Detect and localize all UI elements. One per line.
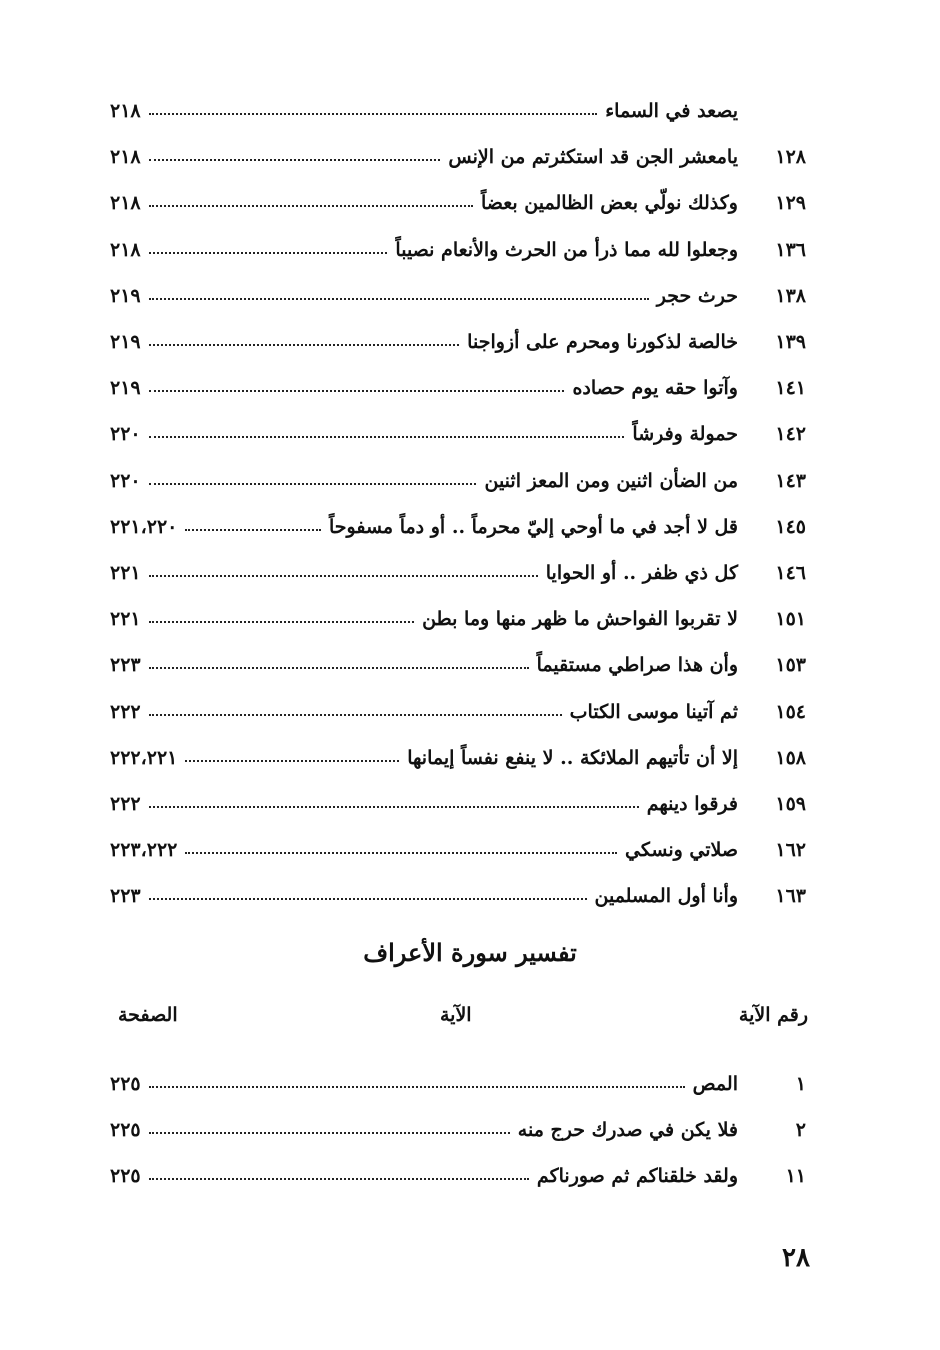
verse-number: ٢: [795, 1119, 806, 1141]
index-entry: [110, 775, 810, 815]
index-entry: [110, 683, 810, 723]
dot-leader: [185, 529, 321, 531]
page-reference: ٢٢٠: [110, 469, 141, 492]
dot-leader: [149, 898, 587, 900]
verse-text: وأنا أول المسلمين: [594, 885, 738, 908]
index-entry: [110, 590, 810, 630]
page-reference: ٢١٨: [110, 146, 141, 169]
index-entry: [110, 1055, 810, 1095]
verse-text: ثم آتينا موسى الكتاب: [569, 700, 738, 723]
verse-number: ١٤٦: [775, 562, 806, 584]
verse-text: وأن هذا صراطي مستقيماً: [536, 654, 738, 677]
verse-text: كل ذي ظفر .. أو الحوايا: [545, 562, 738, 584]
index-entry: [110, 82, 810, 122]
page-reference: ٢٢١: [110, 608, 141, 631]
index-entry: [110, 867, 810, 907]
verse-number: ١٥٤: [775, 700, 806, 723]
dot-leader: [149, 298, 649, 300]
verse-number: ١٤٥: [775, 515, 806, 538]
verse-text: وآتوا حقه يوم حصاده: [572, 377, 738, 400]
page-reference: ٢٢١: [110, 562, 141, 584]
page-reference: ٢٢٢،٢٢١: [110, 746, 178, 769]
dot-leader: [149, 714, 562, 716]
verse-number: ١١: [785, 1165, 806, 1187]
dot-leader: [185, 852, 617, 854]
column-header-verse: الآية: [440, 1004, 472, 1026]
page-reference: ٢١٨: [110, 192, 141, 215]
index-entry: [110, 267, 810, 307]
page-reference: ٢٢٥: [110, 1165, 141, 1187]
verse-text: قل لا أجد في ما أوحي إليّ محرماً .. أو دماً مسفوحاً: [329, 515, 738, 538]
page-reference: ٢١٨: [110, 238, 141, 261]
index-entry: [110, 544, 810, 584]
verse-text: المص: [692, 1073, 738, 1095]
index-entry: [110, 128, 810, 168]
column-header-page: الصفحة: [118, 1004, 178, 1026]
index-entry: [110, 498, 810, 538]
index-entry: [110, 821, 810, 861]
verse-text: يصعد في السماء: [605, 100, 738, 122]
dot-leader: [149, 113, 598, 115]
dot-leader: [149, 159, 441, 161]
dot-leader: [149, 667, 529, 669]
page-reference: ٢١٩: [110, 284, 141, 307]
page-reference: ٢٢٥: [110, 1119, 141, 1141]
dot-leader: [149, 1178, 529, 1180]
index-entry: [110, 313, 810, 353]
dot-leader: [149, 390, 565, 392]
index-entry: [110, 359, 810, 399]
page-reference: ٢٢٢: [110, 700, 141, 723]
verse-number: ١٢٨: [775, 146, 806, 169]
dot-leader: [149, 252, 388, 254]
verse-number: ١٣٨: [775, 284, 806, 307]
index-entry: [110, 452, 810, 492]
column-header-verse-number: رقم الآية: [738, 1004, 808, 1026]
verse-text: صلاتي ونسكي: [625, 839, 738, 862]
page-reference: ٢٢٠: [110, 423, 141, 446]
index-entry: [110, 636, 810, 676]
verse-number: ١٥٨: [775, 746, 806, 769]
verse-number: ١٤٢: [775, 423, 806, 446]
verse-text: فرقوا دينهم: [646, 793, 738, 815]
verse-text: وجعلوا لله مما ذرأ من الحرث والأنعام نصيباً: [395, 238, 738, 261]
page-reference: ٢٢٣،٢٢٢: [110, 839, 178, 862]
dot-leader: [149, 1132, 510, 1134]
dot-leader: [149, 344, 460, 346]
verse-number: ١: [795, 1073, 806, 1095]
verse-number: ١٣٦: [775, 238, 806, 261]
page-reference: ٢٢٢: [110, 793, 141, 815]
verse-number: ١٢٩: [775, 192, 806, 215]
page-reference: ٢٢٣: [110, 885, 141, 908]
dot-leader: [149, 1086, 685, 1088]
dot-leader: [149, 436, 625, 438]
page-number: ٢٨: [782, 1243, 810, 1273]
dot-leader: [149, 205, 473, 207]
verse-text: خالصة لذكورنا ومحرم على أزواجنا: [467, 331, 738, 353]
verse-number: ١٥١: [775, 608, 806, 631]
verse-number: ١٦٢: [775, 839, 806, 862]
page-reference: ٢١٨: [110, 100, 141, 122]
verse-text: فلا يكن في صدرك حرج منه: [517, 1119, 738, 1141]
verse-text: يامعشر الجن قد استكثرتم من الإنس: [448, 146, 738, 169]
dot-leader: [185, 760, 399, 762]
index-entry: [110, 174, 810, 214]
verse-text: حمولة وفرشاً: [632, 423, 738, 446]
verse-text: إلا أن تأتيهم الملائكة .. لا ينفع نفساً إيمانها: [407, 746, 738, 769]
dot-leader: [149, 483, 477, 485]
dot-leader: [149, 575, 538, 577]
verse-number: ١٤١: [775, 377, 806, 400]
verse-text: لا تقربوا الفواحش ما ظهر منها وما بطن: [422, 608, 738, 631]
verse-text: حرث حجر: [656, 284, 738, 307]
verse-number: ١٥٩: [775, 793, 806, 815]
verse-text: وكذلك نولّي بعض الظالمين بعضاً: [480, 192, 738, 215]
page-reference: ٢١٩: [110, 377, 141, 400]
page-reference: ٢٢٥: [110, 1073, 141, 1095]
dot-leader: [149, 621, 414, 623]
index-entry: [110, 1147, 810, 1187]
dot-leader: [149, 806, 639, 808]
section-title: تفسير سورة الأعراف: [363, 938, 577, 967]
index-entry: [110, 1101, 810, 1141]
verse-text: ولقد خلقناكم ثم صورناكم: [536, 1165, 738, 1187]
verse-number: ١٣٩: [775, 331, 806, 353]
page-reference: ٢٢١،٢٢٠: [110, 515, 178, 538]
page-reference: ٢١٩: [110, 331, 141, 353]
index-entry: [110, 729, 810, 769]
page-reference: ٢٢٣: [110, 654, 141, 677]
verse-number: ١٦٣: [775, 885, 806, 908]
verse-number: ١٤٣: [775, 469, 806, 492]
index-entry: [110, 405, 810, 445]
verse-number: ١٥٣: [775, 654, 806, 677]
index-entry: [110, 221, 810, 261]
verse-text: من الضأن اثنين ومن المعز اثنين: [484, 469, 738, 492]
